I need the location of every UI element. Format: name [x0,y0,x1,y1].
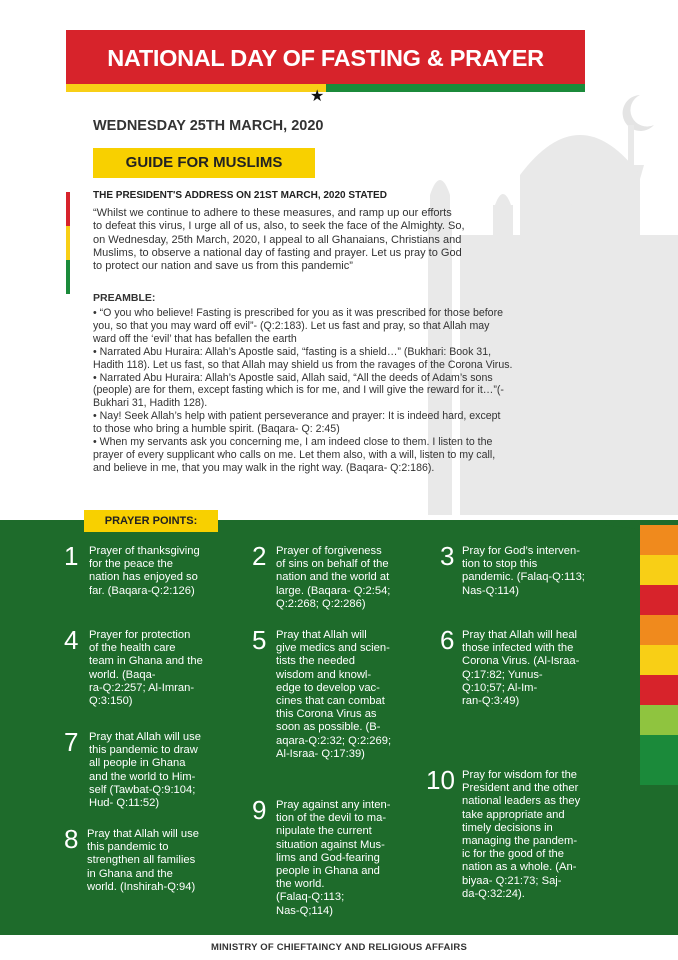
point-line: for the peace the [89,558,173,571]
point-line: those infected with the [462,642,574,655]
preamble-text [93,307,613,475]
point-number: 6 [440,625,455,655]
point-line: situation against Mus- [276,838,385,851]
point-text [462,545,585,598]
point-line: timely decisions in [462,821,553,834]
point-line: nation as a whole. (An- [462,861,577,874]
black-star-icon: ★ [310,88,325,105]
point-line: this Corona Virus as [276,708,377,721]
point-line: Prayer for protection [89,629,191,641]
address-line: Muslims, to observe a national day of fasting and prayer. Let us pray to God [93,246,462,259]
preamble-line: • When my servants ask you concerning me, I am indeed close to them. I listen to the [93,436,493,449]
prayer-points-label: PRAYER POINTS: [104,515,198,527]
point-line: tion to stop this [462,558,538,571]
guide-label-box [93,148,315,178]
prayer-point-6 [440,625,620,714]
point-line: strengthen all families [87,854,196,867]
point-line: biyaa- Q:21:73; Saj- [462,874,562,887]
point-line: wisdom and knowl- [276,668,372,681]
point-line: all people in Ghana [89,757,186,770]
address-line: to protect our nation and save us from this pandemic” [93,260,353,273]
point-line: nation and the world at [276,571,390,584]
point-line: tists the needed [276,655,355,668]
point-line: world. (Baqa- [89,668,156,681]
flag-side-bar [66,192,70,294]
president-address [93,207,563,273]
point-line: Pray that Allah will heal [462,629,578,641]
point-line: Pray that Allah will [276,629,367,641]
guide-label: GUIDE FOR MUSLIMS [125,154,283,171]
point-number: 7 [64,727,79,757]
point-line: team in Ghana and the [89,655,203,668]
point-line: cines that can combat [276,695,385,708]
point-line: large. (Baqara- Q:2:54; [276,584,391,597]
prayer-point-5 [252,625,432,769]
preamble-line: • Narrated Abu Huraira: Allah’s Apostle said, “fasting is a shield…” (Bukhari: Book 31, [93,345,492,358]
point-line: and the world to Him- [89,770,196,783]
point-text [462,629,579,708]
point-number: 10 [426,765,455,795]
point-line: this pandemic to draw [89,744,198,757]
point-line: give medics and scien- [276,642,390,655]
point-line: take appropriate and [462,808,565,821]
preamble-line: • Nay! Seek Allah’s help with patient perseverance and prayer: It is indeed hard, except [93,410,501,423]
point-line: Pray against any inten- [276,799,391,811]
point-line: Hud- Q:11:52) [89,797,160,810]
point-number: 4 [64,625,79,655]
flag-right-stripes [640,525,678,785]
point-number: 2 [252,541,267,571]
address-line: on Wednesday, 25th March, 2020, I appeal to all Ghanaians, Christians and [93,233,462,246]
event-date: WEDNESDAY 25TH MARCH, 2020 [93,118,324,134]
yellow-stripe [66,84,326,92]
preamble-line: Hadith 118). Let us fast, so that Allah may shield us from the ravages of the Corona Virus. [93,358,513,371]
point-line: national leaders as they [462,795,581,808]
point-text [462,769,580,901]
point-text [276,799,390,918]
point-text [276,545,390,611]
preamble-line: • “O you who believe! Fasting is prescribed for you as it was prescribed for those before [93,307,503,319]
point-line: Pray that Allah will use [89,731,201,743]
preamble-line: • Narrated Abu Huraira: Allah’s Apostle said, Allah said, “All the deeds of Adam’s sons [93,371,493,384]
point-line: of sins on behalf of the [276,558,389,571]
point-line: Q:2:268; Q:2:286) [276,597,366,610]
point-number: 9 [252,795,267,825]
point-line: world. (Inshirah-Q:94) [87,880,196,893]
prayer-point-10 [426,765,626,909]
point-line: Prayer of forgiveness [276,545,382,557]
point-line: nipulate the current [276,825,372,838]
point-line: in Ghana and the [87,867,173,880]
prayer-point-7 [64,727,244,816]
point-number: 8 [64,824,79,854]
point-line: far. (Baqara-Q:2:126) [89,584,195,597]
point-line: ic for the good of the [462,848,564,861]
point-text [276,629,391,761]
point-line: managing the pandem- [462,835,578,848]
prayer-point-4 [64,625,244,714]
point-line: aqara-Q:2:32; Q:2:269; [276,734,392,747]
preamble-line: (people) are for them, except fasting which is for me, and I will give the reward for it…”(- [93,384,504,397]
point-line: tion of the devil to ma- [276,812,387,825]
point-line: this pandemic to [87,841,169,854]
point-line: the world. [276,878,325,891]
point-line: Prayer of thanksgiving [89,545,200,557]
point-line: people in Ghana and [276,865,380,878]
prayer-point-9 [252,795,432,924]
point-line: Nas-Q:114) [462,584,519,597]
point-line: da-Q:32:24). [462,887,525,900]
prayer-point-3 [440,541,620,605]
address-heading: THE PRESIDENT'S ADDRESS ON 21ST MARCH, 2020 STATED [93,190,387,201]
point-line: Q:10;57; Al-Im- [462,681,538,694]
preamble-line: you, so that you may ward off evil”- (Q:2:183). Let us fast and pray, so that Allah may [93,319,490,332]
point-text [89,545,200,598]
point-line: self (Tawbat-Q:9:104; [89,783,196,796]
point-text [89,629,203,708]
preamble-line: Bukhari 31, Hadith 128). [93,397,208,410]
prayer-points-label-box [84,510,218,532]
preamble-line: and believe in me, that you may walk in the right way. (Baqara- Q:2:186). [93,461,435,474]
page-title: NATIONAL DAY OF FASTING & PRAYER [107,45,544,71]
point-line: Pray for wisdom for the [462,769,578,781]
point-line: nation has enjoyed so [89,571,198,584]
point-line: ra-Q:2:257; Al-Imran- [89,681,195,694]
point-line: of the health care [89,642,176,655]
preamble-line: prayer of every supplicant who calls on me. Let them also, with a will, listen to my call, [93,448,496,461]
point-line: pandemic. (Falaq-Q:113; [462,571,585,584]
footer [0,935,678,960]
point-line: soon as possible. (B- [276,721,381,734]
ministry-name: MINISTRY OF CHIEFTAINCY AND RELIGIOUS AFFAIRS [210,942,467,953]
point-number: 3 [440,541,455,571]
point-line: Q:17:82; Yunus- [462,668,543,681]
point-text [87,828,199,894]
point-line: lims and God-fearing [276,851,380,864]
point-line: Nas-Q;114) [276,904,333,917]
point-line: edge to develop vac- [276,681,380,694]
point-line: Pray that Allah will use [87,828,199,840]
point-number: 5 [252,625,267,655]
point-line: Al-Israa- Q:17:39) [276,747,365,760]
preamble-heading: PREAMBLE: [93,292,156,304]
address-line: to defeat this virus, I urge all of us, also, to seek the face of the Almighty. So, [93,220,465,233]
preamble-line: to those who bring a humble spirit. (Baqara- Q: 2:45) [93,423,340,436]
point-line: ran-Q:3:49) [462,695,520,708]
point-line: Q:3:150) [89,695,133,708]
point-text [89,731,201,810]
point-line: (Falaq-Q:113; [276,891,345,904]
point-line: Pray for God’s interven- [462,545,580,557]
prayer-point-1 [64,541,244,605]
point-line: President and the other [462,782,579,795]
address-line: “Whilst we continue to adhere to these measures, and ramp up our efforts [93,207,452,219]
preamble-line: ward off the ‘evil’ that has befallen the earth [93,332,297,345]
prayer-point-2 [252,541,432,615]
point-line: Corona Virus. (Al-Israa- [462,655,580,668]
point-number: 1 [64,541,79,571]
prayer-point-8 [64,824,244,898]
